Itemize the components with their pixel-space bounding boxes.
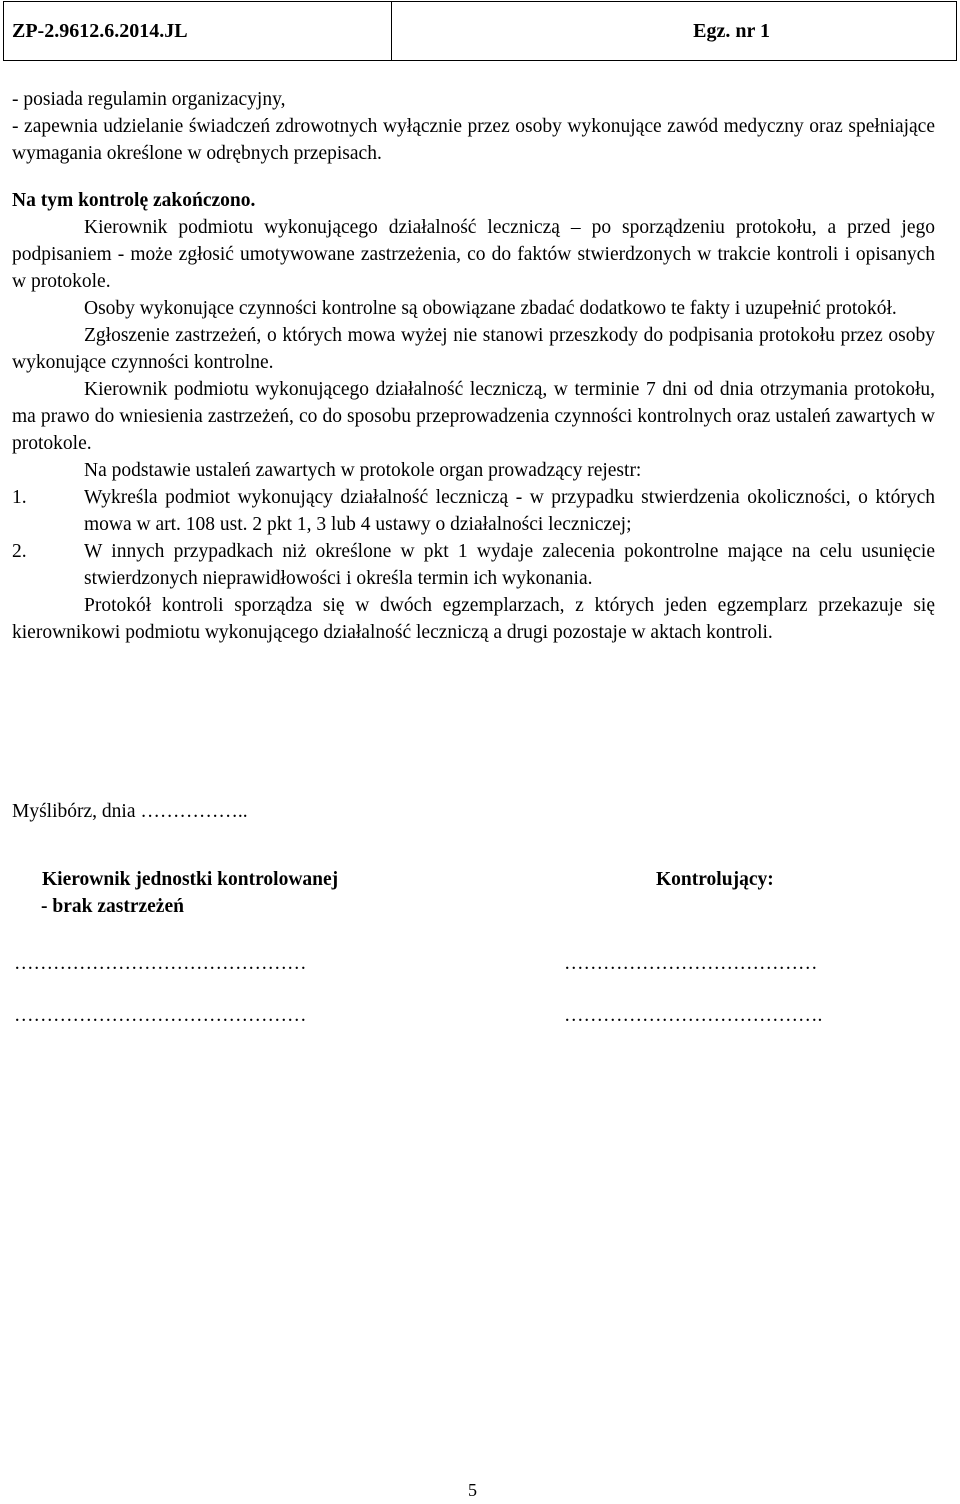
- signature-title: Kierownik jednostki kontrolowanej: [42, 869, 339, 890]
- numbered-list: [12, 484, 935, 592]
- signature-line: ………………………………………: [14, 953, 307, 974]
- signature-line: ………………………………………: [14, 1005, 307, 1026]
- bullet-item: - posiada regulamin organizacyjny,: [12, 89, 286, 110]
- signature-block-left: [42, 866, 338, 920]
- paragraph: Na podstawie ustaleń zawartych w protokole organ prowadzący rejestr:: [84, 460, 642, 481]
- document-body: [12, 86, 935, 646]
- place-date-line: Myślibórz, dnia ……………..: [12, 801, 248, 822]
- signature-title: Kontrolujący:: [656, 869, 774, 890]
- copy-number: Egz. nr 1: [693, 19, 770, 42]
- list-text: Wykreśla podmiot wykonujący działalność leczniczą - w przypadku stwierdzenia okoliczności, o których mowa w art. 108 ust. 2 pkt 1, 3 lub 4 ustawy o działalności leczniczej;: [84, 487, 935, 535]
- signature-subtitle: - brak zastrzeżeń: [41, 896, 184, 917]
- signature-block-right: [656, 866, 774, 893]
- signature-line: …………………………………: [564, 953, 818, 974]
- list-item: [12, 484, 935, 538]
- list-number: 2.: [12, 541, 27, 562]
- paragraph: Osoby wykonujące czynności kontrolne są obowiązane zbadać dodatkowo te fakty i uzupełnić protokół.: [84, 298, 897, 319]
- bullet-item: - zapewnia udzielanie świadczeń zdrowotnych wyłącznie przez osoby wykonujące zawód medyczny oraz spełniające wymagania określone w odrębnych przepisach.: [12, 116, 935, 164]
- document-header: [3, 1, 957, 61]
- list-number: 1.: [12, 487, 27, 508]
- page-number: 5: [468, 1480, 477, 1500]
- paragraph: Kierownik podmiotu wykonującego działalność leczniczą, w terminie 7 dni od dnia otrzymania protokołu, ma prawo do wniesienia zastrzeżeń, co do sposobu przeprowadzenia czynności kontrolnych oraz ustaleń zawartych w protokole.: [12, 379, 935, 454]
- paragraph: Protokół kontroli sporządza się w dwóch egzemplarzach, z których jeden egzemplarz przekazuje się kierownikowi podmiotu wykonującego działalność leczniczą a drugi pozostaje w aktach kontroli.: [12, 595, 935, 643]
- reference-number: ZP-2.9612.6.2014.JL: [4, 2, 392, 60]
- closing-statement: Na tym kontrolę zakończono.: [12, 190, 256, 211]
- list-text: W innych przypadkach niż określone w pkt 1 wydaje zalecenia pokontrolne mające na celu usunięcie stwierdzonych nieprawidłowości i określa termin ich wykonania.: [84, 541, 935, 589]
- signature-line: ………………………………….: [564, 1005, 823, 1026]
- paragraph: Zgłoszenie zastrzeżeń, o których mowa wyżej nie stanowi przeszkody do podpisania protokołu przez osoby wykonujące czynności kontrolne.: [12, 325, 935, 373]
- list-item: [12, 538, 935, 592]
- paragraph: Kierownik podmiotu wykonującego działalność leczniczą – po sporządzeniu protokołu, a przed jego podpisaniem - może zgłosić umotywowane zastrzeżenia, co do faktów stwierdzonych w trakcie kontroli i opisanych w protokole.: [12, 217, 935, 292]
